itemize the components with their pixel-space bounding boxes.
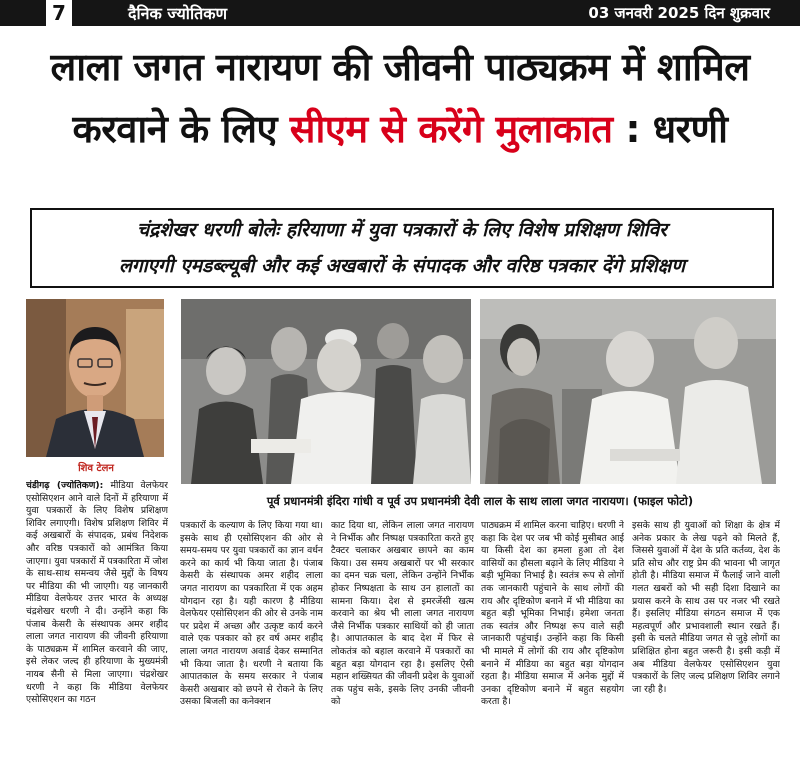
column-4-text: पाठ्यक्रम में शामिल करना चाहिए। धरणी ने कहा कि देश पर जब भी कोई मुसीबत आई या किसी देश का हमला हुआ तो देश वासियों का हौसला बढ़ाने के लिए मीडिया ने बड़ी भूमिका निभाई है। स्वतंत्र रूप से लोगों तक जानकारी पहुंचाने के साथ लोगों की राय और दृष्टिकोण बनाने में भी मीडिया का बहुत बड़ी भूमिका निभाई। हमेशा जनता तक स्वतंत्र और निष्पक्ष रूप वाले सही जानकारी पहुंचाई। उन्होंने कहा कि किसी भी मामले में लोगों की राय और दृष्टिकोण बनाने में मीडिया का बहुत बड़ा योगदान रहता है। मीडिया समाज में अनेक मुद्दों में उनका दृष्टिकोण बनाने में बहुत सहयोग करता है। [481, 520, 624, 708]
subheadline-line-1: चंद्रशेखर धरणी बोलेः हरियाणा में युवा पत्रकारों के लिए विशेष प्रशिक्षण शिविर [137, 219, 667, 241]
historic-photo-1 [181, 299, 471, 484]
headline-red-text: सीएम से करेंगे मुलाकात [289, 107, 613, 151]
paper-name: दैनिक ज्योतिकण [128, 4, 228, 23]
subheadline-box [30, 208, 774, 288]
portrait-photo [26, 299, 164, 457]
top-bar [0, 0, 800, 26]
article-column-5 [632, 520, 780, 770]
dateline: चंडीगढ़ (ज्योतिकण): [26, 480, 104, 491]
column-1-text: मीडिया वेलफेयर एसोसिएशन आने वाले दिनों में हरियाणा में युवा पत्रकारों के लिए विशेष प्रशिक्षण शिविर लगाएगी। विशेष प्रशिक्षण शिविर में कई अखबारों के संपादक, प्रबंध निदेशक और वरिष्ठ पत्रकारों को आमंत्रित किया जाएगा। युवा पत्रकारों में पत्रकारिता में जोश के साथ-साथ समन्वय जैसे मुद्दों के विषय पर मीडिया की भी जाएगी। यह जानकारी मीडिया वेलफेयर उत्तर भारत के अध्यक्ष चंद्रशेखर धरणी ने दी। उन्होंने कहा कि पंजाब केसरी के संस्थापक अमर शहीद लाला जगत नारायण की जीवनी हरियाणा के पाठ्यक्रम में शामिल करवाने की जाए, इसे लेकर जल्द ही हरियाणा के मुख्यमंत्री नायब सैनी से मिला जाएगा। चंद्रशेखर धरणी ने कहा कि मीडिया वेलफेयर एसोसिएशन का गठन [26, 480, 168, 706]
article-column-4 [481, 520, 624, 770]
headline-prefix: करवाने के लिए [72, 107, 290, 151]
issue-date: 03 जनवरी 2025 दिन शुक्रवार [588, 4, 770, 22]
headline [20, 36, 780, 160]
headline-line-2 [20, 98, 780, 160]
column-5-text: इसके साथ ही युवाओं को शिक्षा के क्षेत्र में अनेक प्रकार के लेख पढ़ने को मिलते हैं, जिससे युवाओं में देश के प्रति कर्तव्य, देश के प्रति सोच और राष्ट्र प्रेम की भावना भी जागृत होती है। मीडिया समाज में फैलाई जाने वाली गलत खबरों को भी सही दिशा दिखाने का प्रयास करने के साथ उस पर नजर भी रखते हैं। इसलिए मीडिया संगठन समाज में एक महत्वपूर्ण और प्रभावशाली स्थान रखते हैं। इसी के चलते मीडिया जगत से जुड़े लोगों का प्रशिक्षित होना बहुत जरूरी है। इसी कड़ी में अब मीडिया वेलफेयर एसोसिएशन युवा पत्रकारों के लिए जल्द प्रशिक्षण शिविर लगाने जा रही है। [632, 520, 780, 695]
headline-suffix: : धरणी [612, 107, 728, 151]
article-column-2 [180, 520, 323, 770]
article-column-3 [331, 520, 474, 770]
photo-caption: पूर्व प्रधानमंत्री इंदिरा गांधी व पूर्व उप प्रधानमंत्री देवी लाल के साथ लाला जगत नारायण। (फाइल फोटो) [266, 494, 694, 508]
headline-line-1: लाला जगत नारायण की जीवनी पाठ्यक्रम में शामिल [50, 45, 750, 89]
subheadline-line-2: लगाएगी एमडब्ल्यूबी और कई अखबारों के संपादक और वरिष्ठ पत्रकार देंगे प्रशिक्षण [119, 255, 685, 277]
column-2-text: पत्रकारों के कल्याण के लिए किया गया था। इसके साथ ही एसोसिएशन की ओर से समय-समय पर युवा पत्रकारों का ज्ञान वर्धन करने का कार्य भी किया जाता है। पंजाब केसरी के संस्थापक अमर शहीद लाला जगत नारायण का पत्रकारिता में एक अहम योगदान रहा है। यही कारण है मीडिया वेलफेयर एसोसिएशन की ओर से उनके नाम पर प्रदेश में अच्छा और उत्कृष्ट कार्य करने वाले एक पत्रकार को हर वर्ष अमर शहीद लाला जगत नारायण अवार्ड देकर सम्मानित भी किया जाता है। धरणी ने बताया कि आपातकाल के समय सरकार ने पंजाब केसरी अखबार को छपने से रोकने के लिए उसका बिजली का कनेक्शन [180, 520, 323, 708]
byline: शिव टेलन [78, 463, 114, 474]
page-number: 7 [46, 0, 72, 26]
column-3-text: काट दिया था, लेकिन लाला जगत नारायण ने निर्भीक और निष्पक्ष पत्रकारिता करते हुए टैक्टर चलाकर अखबार छापने का काम किया। उस समय अखबारों पर भी सरकार का दमन चक्र चला, लेकिन उन्होंने निर्भीक होकर निष्पक्षता के साथ उन हालातों का सामना किया। देश से इमरजेंसी खत्म करवाने का श्रेय भी लाला जगत नारायण जैसे निर्भीक पत्रकार साथियों को ही जाता है। आपातकाल के बाद देश में फिर से लोकतंत्र को बहाल करवाने में पत्रकारों का बहुत बड़ा योगदान रहा है। इसलिए ऐसी महान शख्सियत की जीवनी प्रदेश के युवाओं तक पहुंच सके, इसके लिए उनकी जीवनी को [331, 520, 474, 708]
historic-photo-2 [480, 299, 776, 484]
article-column-1 [26, 480, 168, 766]
